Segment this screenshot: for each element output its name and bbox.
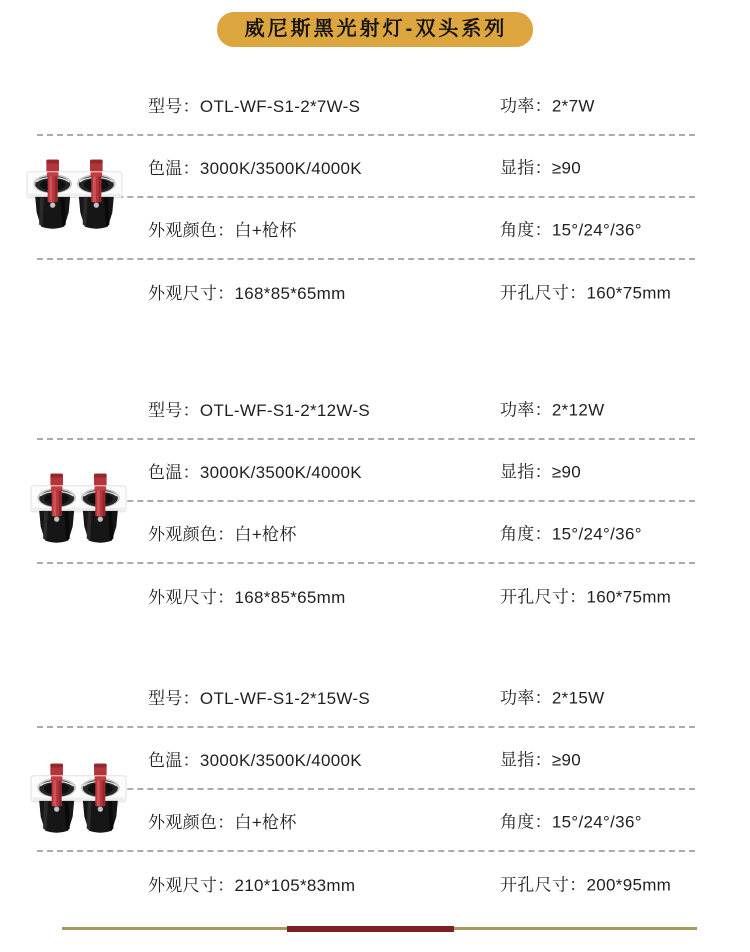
spec-row bbox=[37, 852, 695, 914]
double-head-spotlight-image bbox=[30, 762, 127, 835]
spec-beam-angle: 角度：15°/24°/36° bbox=[500, 220, 642, 240]
spec-row bbox=[37, 728, 695, 790]
spec-row bbox=[37, 790, 695, 852]
spec-color-temperature: 色温：3000K/3500K/4000K bbox=[148, 462, 362, 482]
spec-cri: 显指：≥90 bbox=[500, 750, 582, 770]
product-section-1 bbox=[0, 74, 750, 322]
spec-beam-angle: 角度：15°/24°/36° bbox=[500, 812, 642, 832]
spec-outer-dimensions: 外观尺寸：168*85*65mm bbox=[148, 587, 346, 607]
spec-model: 型号：OTL-WF-S1-2*12W-S bbox=[148, 400, 371, 420]
spec-color-temperature: 色温：3000K/3500K/4000K bbox=[148, 750, 362, 770]
spec-power: 功率：2*15W bbox=[500, 688, 605, 708]
double-head-spotlight-image bbox=[26, 158, 123, 231]
spec-model: 型号：OTL-WF-S1-2*7W-S bbox=[148, 96, 361, 116]
footer-gold-line-right bbox=[454, 927, 697, 930]
spec-appearance-color: 外观颜色：白+枪杯 bbox=[148, 220, 297, 240]
spec-row bbox=[37, 74, 695, 136]
footer-red-bar bbox=[287, 926, 454, 932]
spec-outer-dimensions: 外观尺寸：210*105*83mm bbox=[148, 875, 356, 895]
spec-row bbox=[37, 502, 695, 564]
footer-gold-line-left bbox=[62, 927, 287, 930]
product-section-2 bbox=[0, 378, 750, 626]
spec-row bbox=[37, 136, 695, 198]
series-title-badge: 威尼斯黑光射灯-双头系列 bbox=[217, 12, 534, 47]
spec-power: 功率：2*7W bbox=[500, 96, 595, 116]
spec-row bbox=[37, 440, 695, 502]
spec-cutout-dimensions: 开孔尺寸：160*75mm bbox=[500, 587, 672, 607]
spec-outer-dimensions: 外观尺寸：168*85*65mm bbox=[148, 283, 346, 303]
spec-row bbox=[37, 378, 695, 440]
spec-power: 功率：2*12W bbox=[500, 400, 605, 420]
spec-row bbox=[37, 564, 695, 626]
spec-appearance-color: 外观颜色：白+枪杯 bbox=[148, 812, 297, 832]
spec-beam-angle: 角度：15°/24°/36° bbox=[500, 524, 642, 544]
product-section-3 bbox=[0, 666, 750, 914]
header bbox=[0, 0, 750, 44]
spec-row bbox=[37, 666, 695, 728]
spec-cri: 显指：≥90 bbox=[500, 462, 582, 482]
spec-cutout-dimensions: 开孔尺寸：160*75mm bbox=[500, 283, 672, 303]
double-head-spotlight-image bbox=[30, 472, 127, 545]
spec-model: 型号：OTL-WF-S1-2*15W-S bbox=[148, 688, 371, 708]
spec-row bbox=[37, 260, 695, 322]
spec-row bbox=[37, 198, 695, 260]
spec-color-temperature: 色温：3000K/3500K/4000K bbox=[148, 158, 362, 178]
spec-cri: 显指：≥90 bbox=[500, 158, 582, 178]
footer-divider bbox=[62, 925, 697, 932]
spec-cutout-dimensions: 开孔尺寸：200*95mm bbox=[500, 875, 672, 895]
spec-appearance-color: 外观颜色：白+枪杯 bbox=[148, 524, 297, 544]
